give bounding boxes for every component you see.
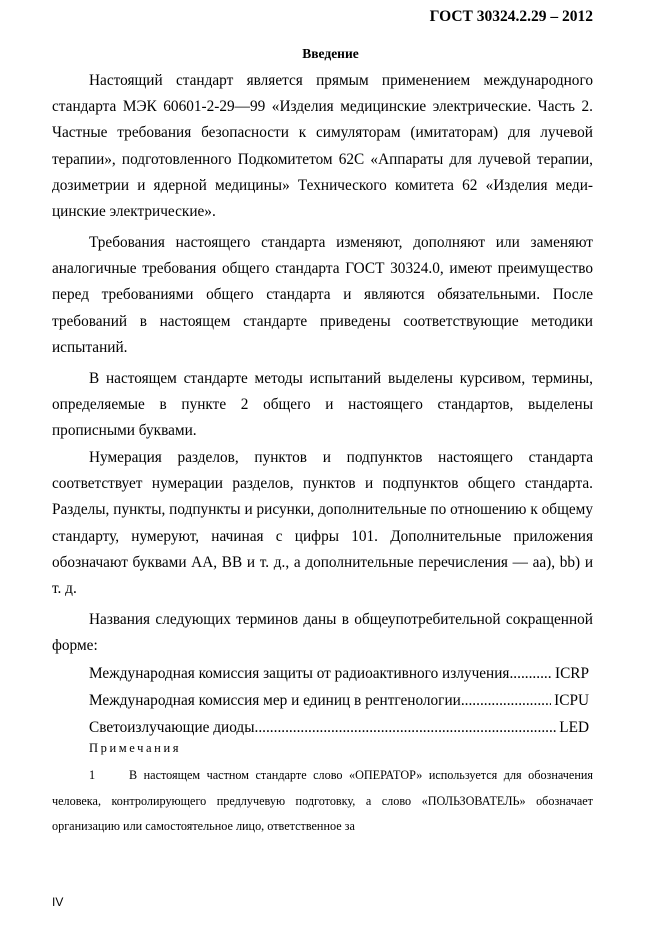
leader-dots — [509, 665, 552, 683]
note-text: В настоящем частном стандарте слово «ОПЕРАТОР» используется для обозначения человека, контролирующего предлучевую подготовку, а слово «ПОЛЬЗОВАТЕЛЬ» обозначает организацию или самостоятельное лицо, ответственное за — [52, 768, 593, 833]
abbreviation-label: Международная комиссия мер и единиц в рентгенологии — [89, 692, 461, 709]
abbreviation-label: Международная комиссия защиты от радиоактивного излучения — [89, 665, 510, 682]
paragraph-test-methods: В настоящем стандарте методы испытаний выделены курсивом, термины, определяемые в пункте 2 общего и настоящего стандартов, выделены прописными буквами. — [52, 370, 593, 440]
paragraph-terms-intro: Названия следующих терминов даны в общеупотребительной сокращенной форме: — [52, 611, 593, 655]
paragraph-numbering: Нумерация разделов, пунктов и подпунктов настоящего стандарта соответствует нумерации разделов, пунктов и подпунктов общего стандарта. Разделы, пункты, подпункты и рисунки, дополнительные по отношению к общему стандарту, нумеруют, начиная с цифры 101. Дополнительные приложения обозначают буквами АА, ВВ и т. д., а дополнительные перечисления — аа), bb) и т. д. — [52, 449, 593, 598]
abbreviation-row — [89, 665, 589, 683]
note-number: 1 — [89, 768, 96, 782]
leader-dots — [255, 719, 557, 737]
abbreviation-row — [89, 692, 589, 710]
abbreviation-code: ICRP — [554, 665, 589, 682]
leader-dots — [461, 692, 551, 710]
page-number: IV — [52, 895, 64, 909]
abbreviation-row — [89, 719, 589, 737]
notes-title: Примечания — [89, 741, 182, 755]
abbreviation-label: Светоизлучающие диоды — [89, 719, 255, 736]
document-header: ГОСТ 30324.2.29 – 2012 — [429, 8, 593, 25]
section-title: Введение — [302, 46, 359, 61]
abbreviation-code: ICPU — [554, 692, 589, 709]
paragraph-requirements: Требования настоящего стандарта изменяют, дополняют или заменяют аналогичные требования общего стандарта ГОСТ 30324.0, имеют преимущество перед требованиями общего стандарта и являются обязательными. После требований в настоящем стандарте приведены соответствующие методики испытаний. — [52, 234, 593, 356]
abbreviation-code: LED — [559, 719, 589, 736]
note-item — [52, 763, 593, 840]
paragraph-intro: Настоящий стандарт является прямым применением международного стандарта МЭК 60601-2-29—99 «Изделия медицинские электрические. Часть 2. Частные требования безопасности к симуляторам (имитаторам) для лучевой терапии», подготовленного Подкомитетом 62С «Аппараты для лучевой терапии, дозиметрии и ядерной медицины» Технического комитета 62 «Изделия меди-цинские электрические». — [52, 72, 593, 221]
